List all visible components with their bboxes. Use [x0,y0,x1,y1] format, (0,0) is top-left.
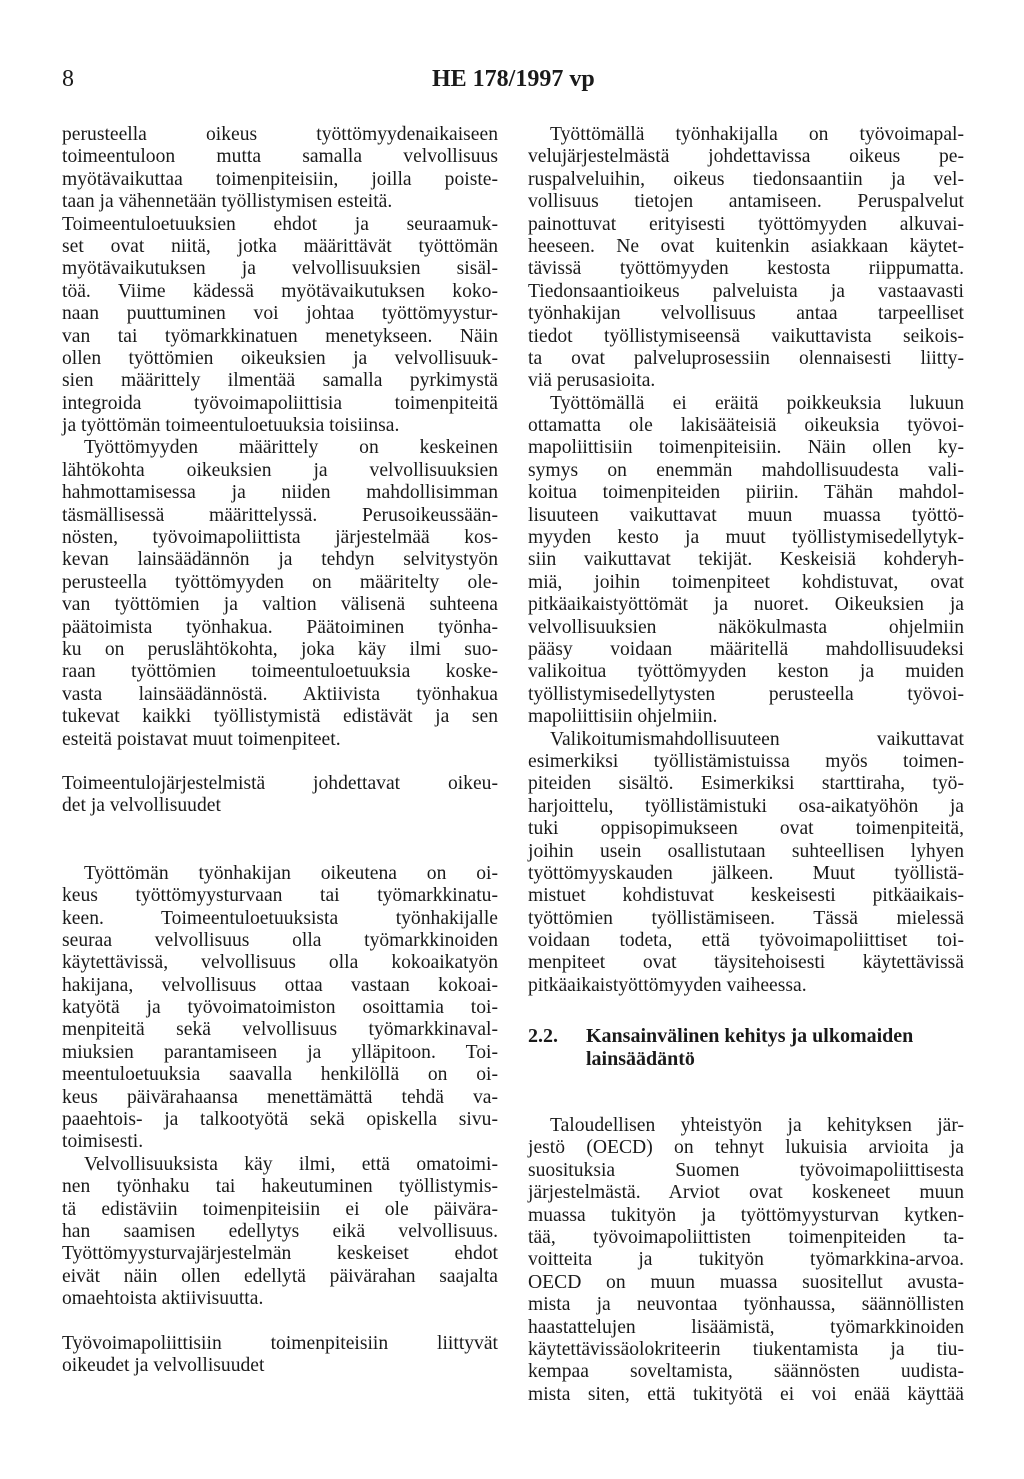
section-title-line: Kansainvälinen kehitys ja ulkomaiden [586,1025,914,1048]
text-line: kempaa soveltamista, säännösten uudista- [528,1361,964,1383]
text-line: Taloudellisen yhteistyön ja kehityksen jär- [550,1115,964,1137]
text-line: omaehtoista aktiivisuutta. [62,1288,264,1310]
text-line: raan työttömien toimeentuloetuuksia koske- [62,661,498,683]
paragraph [528,1115,964,1406]
text-line: det ja velvollisuudet [62,795,221,817]
text-line: Tiedonsaantioikeus palveluista ja vastaavasti [528,280,964,302]
paragraph [528,124,964,393]
text-line: töä. Viime kädessä myötävaikutuksen koko- [62,280,498,302]
text-line: mista ja neuvontaa työnhaussa, säännöllisten [528,1294,964,1316]
text-line: eivät näin ollen edellytä päivärahan saajalta [62,1265,498,1287]
text-line: ja työttömän toimeentuloetuuksia toisiinsa. [62,415,400,437]
text-line: hahmottamisessa ja niiden mahdollisimman [62,482,498,504]
text-line: taan ja vähennetään työllistymisen esteitä. [62,191,393,213]
text-line: tävissä työttömyyden kestosta riippumatta. [528,258,964,280]
text-line: mapoliittisiin toimenpiteisiin. Näin ollen ky- [528,437,964,459]
text-line: keen. Toimeentuloetuuksista työnhakijalle [62,907,498,929]
text-line: Työttömyyden määrittely on keskeinen [84,437,498,459]
text-line: mistuet kohdistuvat keskeisesti pitkäaikais- [528,885,964,907]
text-line: hakijana, velvollisuus ottaa vastaan kokoai- [62,974,498,996]
section-number: 2.2. [528,1025,558,1048]
text-line: tää, työvoimapoliittisten toimenpiteiden ta- [528,1226,964,1248]
text-line: kevan lainsäädännön ja tehdyn selvitystyön [62,549,498,571]
left-column [62,124,498,1377]
text-line: esimerkiksi työllistämistuissa myös toimen- [528,750,964,772]
text-line: Työttömyysturvajärjestelmän keskeiset ehdot [62,1243,498,1265]
text-line: Valikoitumismahdollisuuteen vaikuttavat [550,728,964,750]
text-line: miuksien parantamiseen ja ylläpitoon. Toi- [62,1041,498,1063]
text-line: ta ovat palveluprosessiin olennaisesti liitty- [528,347,964,369]
text-line: tuki oppisopimukseen ovat toimenpiteitä, [528,818,964,840]
text-line: han saamisen edellytys eikä velvollisuus. [62,1220,498,1242]
text-line: integroida työvoimapoliittisia toimenpiteitä [62,392,498,414]
text-line: voidaan todeta, että työvoimapoliittiset toi- [528,930,964,952]
text-line: velujärjestelmästä johdettavissa oikeus pe- [528,146,964,168]
text-line: tukevat kaikki työllistymistä edistävät ja sen [62,706,498,728]
paragraph [62,1154,498,1311]
text-line: piteiden sisältö. Esimerkiksi starttiraha, työ- [528,773,964,795]
text-line: työnhakijan velvollisuus antaa tarpeelliset [528,303,964,325]
text-line: koitua toimenpiteiden piiriin. Tähän mahdol- [528,482,964,504]
text-line: toimeentuloon mutta samalla velvollisuus [62,146,498,168]
text-line: viä perusasioita. [528,370,656,392]
text-line: Toimeentulojärjestelmistä johdettavat oikeu- [62,772,498,794]
text-line: ku on peruslähtökohta, joka käy ilmi suo- [62,638,498,660]
text-line: valikoitua työttömyyden keston ja muiden [528,661,964,683]
text-line: työttömyyskauden jälkeen. Muut työllistä- [528,862,964,884]
text-line: mista siten, että tukityötä ei voi enää käyttää [528,1383,964,1405]
text-line: työttömien työllistämiseen. Tässä mielessä [528,907,964,929]
page-number: 8 [62,66,74,92]
text-line: harjoittelu, työllistämistuki osa-aikatyöhön ja [528,795,964,817]
text-line: painottuvat erityisesti työttömyyden alkuvai- [528,213,964,235]
paragraph [62,124,498,214]
page-header [62,66,962,100]
text-line: täsmällisessä määrittelyssä. Perusoikeussään- [62,504,498,526]
text-line: ruspalveluihin, oikeus tiedonsaantiin ja vel- [528,168,964,190]
paragraph [528,393,964,729]
text-line: nösten, työvoimapoliittista järjestelmää kos- [62,527,498,549]
text-line: velvollisuuksien näkökulmasta ohjelmiin [528,616,964,638]
text-line: myyden kesto ja muut työllistymisedellytyk- [528,527,964,549]
text-line: mapoliittisiin ohjelmiin. [528,706,718,728]
text-line: Työttömällä työnhakijalla on työvoimapal- [550,124,964,145]
text-line: katyötä ja työvoimatoimiston osoittamia toi- [62,997,498,1019]
text-line: työllistymisedellytysten perusteella työvoi- [528,683,964,705]
text-line: joihin usein osallistutaan suhteellisen lyhyen [528,840,964,862]
text-line: jestö (OECD) on tehnyt lukuisia arvioita ja [528,1137,964,1159]
text-line: symys on enemmän mahdollisuudesta vali- [528,459,964,481]
text-line: käytettävissäolokriteerin tiukentamista ja tiu- [528,1338,964,1360]
text-line: vasta lainsäädännöstä. Aktiivista työnhakua [62,683,498,705]
text-line: menpiteet ovat täysitehoisesti käytettävissä [528,952,964,974]
text-line: perusteella työttömyyden on määritelty ole- [62,571,498,593]
text-line: Työttömän työnhakijan oikeutena on oi- [84,862,498,884]
text-line: pitkäaikaistyöttömyyden vaiheessa. [528,974,807,996]
paragraph [62,214,498,438]
text-line: naan puuttuminen voi johtaa työttömyystur- [62,303,498,325]
text-line: miä, joihin toimenpiteet kohdistuvat, ovat [528,571,964,593]
text-line: vollisuus tietojen antamiseen. Peruspalvelut [528,191,964,213]
text-line: tiedot työllistymiseensä vaikuttavista seikois- [528,325,964,347]
text-line: käytettävissä, velvollisuus olla kokoaikatyön [62,952,498,974]
text-line: esteitä poistavat muut toimenpiteet. [62,728,341,750]
text-line: heeseen. Ne ovat kuitenkin asiakkaan käytet- [528,235,964,257]
subheading [62,1333,498,1378]
subheading [62,773,498,818]
text-line: tä edistäviin toimenpiteisiin ei ole päivära- [62,1198,498,1220]
text-line: sien määrittely ilmentää samalla pyrkimystä [62,370,498,392]
text-line: siin vaikuttavat tekijät. Keskeisiä kohderyh- [528,549,964,571]
text-line: myötävaikutuksen ja velvollisuuksien sisäl- [62,258,498,280]
section-title-line: lainsäädäntö [586,1047,695,1070]
text-line: päätoimista työnhakua. Päätoiminen työnha- [62,616,498,638]
text-line: meentuloetuuksia saavalla henkilöllä on oi- [62,1064,498,1086]
text-line: Velvollisuuksista käy ilmi, että omatoimi- [84,1153,498,1175]
text-line: paaehtois- ja talkootyötä sekä opiskella sivu- [62,1109,498,1131]
text-line: suosituksia Suomen työvoimapoliittisesta [528,1159,964,1181]
text-line: järjestelmästä. Arviot ovat koskeneet muun [528,1182,964,1204]
text-line: OECD on muun muassa suositellut avusta- [528,1271,964,1293]
text-line: oikeudet ja velvollisuudet [62,1354,265,1376]
text-line: keus työttömyysturvaan tai työmarkkinatu- [62,885,498,907]
section-heading [528,1025,964,1070]
text-line: Toimeentuloetuuksien ehdot ja seuraamuk- [62,213,498,235]
text-line: pitkäaikaistyöttömät ja nuoret. Oikeuksien ja [528,594,964,616]
document-id: HE 178/1997 vp [432,66,595,92]
text-line: muassa tukityön ja työttömyysturvan kytken- [528,1204,964,1226]
text-line: voitteita ja tukityön työmarkkina-arvoa. [528,1249,964,1271]
text-line: seuraa velvollisuus olla työmarkkinoiden [62,929,498,951]
text-line: lähtökohta oikeuksien ja velvollisuuksien [62,459,498,481]
text-line: toimisesti. [62,1131,144,1153]
text-line: Työttömällä ei eräitä poikkeuksia lukuun [550,392,964,414]
text-line: ottamatta ole lakisääteisiä oikeuksia työvoi- [528,415,964,437]
text-line: van tai työmarkkinatuen menetykseen. Näin [62,325,498,347]
text-line: myötävaikuttaa toimenpiteisiin, joilla poiste- [62,168,498,190]
text-line: pääsy voidaan määritellä mahdollisuudeksi [528,638,964,660]
text-line: haastattelujen lisäämistä, työmarkkinoiden [528,1316,964,1338]
text-line: Työvoimapoliittisiin toimenpiteisiin liittyvät [62,1332,498,1354]
right-column [528,124,964,1406]
text-line: nen työnhaku tai hakeutuminen työllistymis- [62,1176,498,1198]
text-line: lisuuteen vaikuttavat muun muassa työttö- [528,504,964,526]
text-line: set ovat niitä, jotka määrittävät työttömän [62,235,498,257]
text-line: van työttömien ja valtion välisenä suhteena [62,594,498,616]
paragraph [528,729,964,998]
paragraph [62,437,498,750]
text-line: menpiteitä sekä velvollisuus työmarkkinaval- [62,1019,498,1041]
text-line: ollen työttömien oikeuksien ja velvollisuuk- [62,347,498,369]
text-line: perusteella oikeus työttömyydenaikaiseen [62,124,498,145]
text-line: keus päivärahaansa menettämättä tehdä va- [62,1086,498,1108]
paragraph [62,863,498,1154]
